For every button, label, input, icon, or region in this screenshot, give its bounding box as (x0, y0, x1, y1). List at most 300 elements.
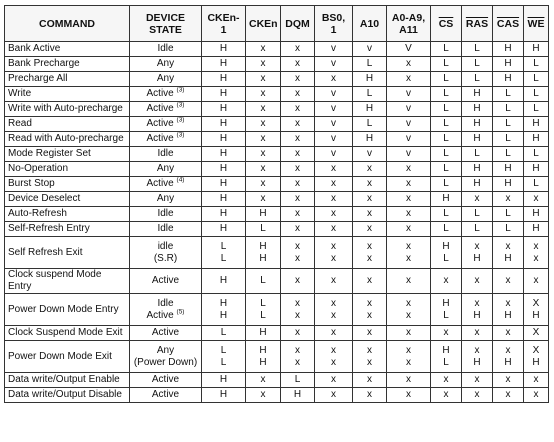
command-cell: No-Operation (5, 162, 130, 177)
signal-value: L (443, 163, 449, 174)
signal-value: L (505, 88, 511, 99)
signal-value: L (443, 148, 449, 159)
command-cell: Read with Auto-precharge (5, 132, 130, 147)
signal-value: x (367, 178, 372, 189)
signal-value: H (532, 133, 540, 144)
device-state-text: Active (146, 178, 174, 189)
signal-value: x (443, 327, 449, 338)
signal-cell-bs0-1 (315, 207, 353, 222)
signal-value: x (367, 223, 372, 234)
signal-value: L (533, 103, 539, 114)
device-state-text: Any (156, 73, 175, 84)
signal-value: L (443, 118, 449, 129)
signal-cell-cken-1 (202, 132, 246, 147)
signal-cell-cs (431, 269, 462, 294)
signal-value: x (295, 240, 300, 252)
signal-cell-cken (246, 373, 281, 388)
signal-value: x (295, 163, 300, 174)
signal-value: x (406, 240, 411, 252)
device-state-text: Any (156, 163, 175, 174)
signal-cell-we (524, 132, 549, 147)
signal-value: x (260, 73, 266, 84)
signal-value: x (505, 240, 511, 252)
signal-cell-cken (246, 72, 281, 87)
device-state-text: Idle (157, 223, 174, 234)
signal-cell-dqm (281, 388, 315, 403)
signal-cell-dqm (281, 237, 315, 269)
signal-cell-cken (246, 269, 281, 294)
table-row (5, 87, 549, 102)
signal-value: x (474, 389, 480, 400)
signal-value: H (219, 193, 228, 204)
signal-cell-cken (246, 162, 281, 177)
signal-cell-cken-1 (202, 147, 246, 162)
signal-value: L (366, 88, 373, 99)
device-state-cell (130, 117, 202, 132)
signal-cell-ras (462, 57, 493, 72)
signal-value: H (219, 309, 228, 321)
signal-value: H (219, 163, 228, 174)
device-state-cell (130, 294, 202, 326)
signal-value: v (406, 133, 411, 144)
signal-cell-a10 (353, 192, 387, 207)
signal-value: x (367, 344, 372, 356)
signal-value: x (295, 252, 300, 264)
signal-value: H (473, 163, 481, 174)
signal-value: H (473, 309, 481, 321)
signal-value: x (260, 389, 266, 400)
device-state-text: Active (146, 118, 174, 129)
signal-value: H (473, 88, 481, 99)
signal-value: H (504, 252, 512, 264)
signal-cell-we (524, 72, 549, 87)
signal-cell-a0-a9-a11 (387, 132, 431, 147)
column-header-1: DEVICE STATE (130, 6, 202, 42)
signal-cell-bs0-1 (315, 192, 353, 207)
signal-value: v (331, 103, 336, 114)
signal-cell-cken (246, 294, 281, 326)
signal-cell-bs0-1 (315, 42, 353, 57)
signal-cell-we (524, 147, 549, 162)
signal-value: L (260, 275, 266, 286)
signal-value: L (443, 103, 449, 114)
command-cell: Power Down Mode Exit (5, 341, 130, 373)
device-state-line (133, 275, 198, 287)
signal-value: L (366, 118, 373, 129)
signal-value: v (367, 43, 372, 54)
signal-value: x (260, 148, 266, 159)
signal-value: L (533, 178, 539, 189)
signal-value: X (532, 344, 540, 356)
signal-cell-cken (246, 237, 281, 269)
device-state-cell (130, 132, 202, 147)
signal-cell-dqm (281, 269, 315, 294)
header-row (5, 6, 549, 42)
signal-cell-dqm (281, 102, 315, 117)
signal-value: L (443, 58, 449, 69)
signal-cell-dqm (281, 57, 315, 72)
signal-cell-cken (246, 341, 281, 373)
signal-cell-cken-1 (202, 222, 246, 237)
signal-value: x (331, 356, 336, 368)
signal-cell-cas (493, 162, 524, 177)
signal-value: x (533, 240, 539, 252)
signal-cell-bs0-1 (315, 102, 353, 117)
column-header-3: CKEn (246, 6, 281, 42)
signal-cell-cs (431, 237, 462, 269)
signal-value: L (474, 208, 480, 219)
command-cell: Power Down Mode Entry (5, 294, 130, 326)
signal-value: H (473, 133, 481, 144)
table-row (5, 72, 549, 87)
signal-value: H (365, 103, 374, 114)
footnote-ref: (3) (176, 86, 185, 94)
signal-cell-bs0-1 (315, 72, 353, 87)
signal-cell-a0-a9-a11 (387, 192, 431, 207)
signal-value: x (331, 163, 336, 174)
signal-cell-cken (246, 102, 281, 117)
signal-cell-we (524, 326, 549, 341)
device-state-cell (130, 341, 202, 373)
device-state-line (133, 88, 198, 100)
signal-cell-a10 (353, 388, 387, 403)
device-state-text: Any (156, 344, 175, 356)
signal-value: L (443, 43, 449, 54)
signal-value: x (295, 208, 300, 219)
signal-value: H (442, 297, 450, 309)
signal-value: x (331, 73, 336, 84)
device-state-text: Idle (157, 43, 174, 54)
signal-value: x (260, 118, 266, 129)
command-cell: Burst Stop (5, 177, 130, 192)
command-cell: Device Deselect (5, 192, 130, 207)
signal-cell-ras (462, 388, 493, 403)
device-state-line (133, 178, 198, 190)
signal-value: H (473, 118, 481, 129)
signal-cell-cas (493, 326, 524, 341)
device-state-text: Idle (157, 148, 174, 159)
signal-cell-dqm (281, 87, 315, 102)
signal-cell-cas (493, 42, 524, 57)
signal-cell-cs (431, 222, 462, 237)
signal-value: X (532, 327, 540, 338)
signal-value: H (365, 73, 374, 84)
command-cell: Auto-Refresh (5, 207, 130, 222)
signal-cell-ras (462, 326, 493, 341)
device-state-line (133, 58, 198, 70)
signal-value: x (474, 374, 480, 385)
signal-value: x (295, 327, 300, 338)
table-row (5, 269, 549, 294)
signal-value: x (367, 208, 372, 219)
signal-value: x (367, 309, 372, 321)
signal-cell-dqm (281, 373, 315, 388)
signal-cell-a0-a9-a11 (387, 147, 431, 162)
signal-value: x (474, 297, 480, 309)
device-state-cell (130, 42, 202, 57)
signal-value: x (505, 389, 511, 400)
device-state-line (133, 374, 198, 386)
signal-value: H (259, 240, 267, 252)
signal-cell-a0-a9-a11 (387, 177, 431, 192)
signal-cell-we (524, 222, 549, 237)
signal-value: x (260, 103, 266, 114)
column-header-11: $\overline{WE}$ (524, 6, 549, 42)
signal-value: H (473, 178, 481, 189)
signal-cell-cas (493, 207, 524, 222)
signal-cell-cken-1 (202, 72, 246, 87)
signal-cell-dqm (281, 132, 315, 147)
table-row (5, 147, 549, 162)
signal-value: L (294, 374, 301, 385)
signal-cell-dqm (281, 177, 315, 192)
signal-value: x (295, 356, 300, 368)
signal-cell-ras (462, 42, 493, 57)
device-state-line (133, 118, 198, 130)
device-state-cell (130, 102, 202, 117)
signal-cell-cas (493, 222, 524, 237)
device-state-text: (S.R) (153, 252, 178, 264)
signal-cell-we (524, 237, 549, 269)
signal-cell-cas (493, 177, 524, 192)
device-state-text: Active (151, 275, 180, 286)
table-row (5, 192, 549, 207)
signal-value: x (331, 275, 336, 286)
signal-cell-a10 (353, 57, 387, 72)
signal-value: x (474, 275, 480, 286)
signal-value: v (331, 118, 336, 129)
table-row (5, 207, 549, 222)
signal-cell-dqm (281, 162, 315, 177)
signal-value: x (331, 344, 336, 356)
device-state-cell (130, 326, 202, 341)
signal-cell-a10 (353, 222, 387, 237)
signal-cell-cas (493, 373, 524, 388)
signal-cell-bs0-1 (315, 373, 353, 388)
signal-cell-cken (246, 388, 281, 403)
signal-cell-a10 (353, 72, 387, 87)
signal-value: x (406, 309, 411, 321)
footnote-ref: (3) (176, 116, 185, 124)
signal-value: H (259, 208, 267, 219)
device-state-line (133, 253, 198, 265)
signal-cell-a0-a9-a11 (387, 222, 431, 237)
signal-value: L (474, 58, 480, 69)
signal-value: x (505, 275, 511, 286)
signal-cell-ras (462, 373, 493, 388)
signal-value: H (504, 178, 512, 189)
column-header-2: CKEn-1 (202, 6, 246, 42)
signal-value: H (504, 309, 512, 321)
signal-value: x (260, 178, 266, 189)
signal-cell-a0-a9-a11 (387, 326, 431, 341)
device-state-cell (130, 388, 202, 403)
device-state-line (133, 345, 198, 357)
signal-value: x (260, 58, 266, 69)
signal-cell-ras (462, 269, 493, 294)
signal-value: L (474, 43, 480, 54)
signal-cell-bs0-1 (315, 269, 353, 294)
signal-value: H (532, 43, 540, 54)
signal-value: x (406, 344, 411, 356)
signal-cell-cs (431, 294, 462, 326)
device-state-line (133, 327, 198, 339)
signal-cell-ras (462, 341, 493, 373)
signal-cell-bs0-1 (315, 222, 353, 237)
signal-cell-ras (462, 102, 493, 117)
column-header-5: BS0, 1 (315, 6, 353, 42)
device-state-cell (130, 207, 202, 222)
signal-cell-a0-a9-a11 (387, 87, 431, 102)
signal-value: x (331, 208, 336, 219)
signal-value: L (505, 208, 511, 219)
signal-value: L (443, 88, 449, 99)
signal-cell-cs (431, 132, 462, 147)
device-state-cell (130, 57, 202, 72)
signal-value: x (406, 374, 411, 385)
signal-cell-we (524, 269, 549, 294)
signal-cell-cken (246, 57, 281, 72)
signal-value: v (331, 148, 336, 159)
signal-cell-cas (493, 87, 524, 102)
signal-value: x (331, 178, 336, 189)
signal-value: x (406, 297, 411, 309)
device-state-line (133, 357, 198, 369)
signal-cell-a10 (353, 237, 387, 269)
signal-value: H (219, 275, 228, 286)
signal-value: H (293, 389, 302, 400)
signal-cell-ras (462, 117, 493, 132)
signal-cell-a10 (353, 341, 387, 373)
signal-value: x (533, 252, 539, 264)
signal-value: H (532, 208, 540, 219)
signal-cell-cken-1 (202, 42, 246, 57)
signal-value: v (331, 58, 336, 69)
signal-cell-a0-a9-a11 (387, 72, 431, 87)
signal-value: v (331, 88, 336, 99)
signal-value: L (505, 118, 511, 129)
signal-cell-cken-1 (202, 117, 246, 132)
signal-cell-dqm (281, 42, 315, 57)
signal-cell-cken (246, 87, 281, 102)
command-cell: Clock Suspend Mode Exit (5, 326, 130, 341)
signal-value: v (367, 148, 372, 159)
signal-value: x (295, 58, 300, 69)
signal-cell-bs0-1 (315, 57, 353, 72)
signal-cell-cken-1 (202, 373, 246, 388)
signal-value: x (331, 297, 336, 309)
signal-value: H (219, 389, 228, 400)
signal-value: L (533, 58, 539, 69)
signal-value: H (259, 252, 267, 264)
signal-cell-cken (246, 147, 281, 162)
signal-value: x (406, 163, 411, 174)
signal-cell-cken-1 (202, 294, 246, 326)
signal-cell-a10 (353, 326, 387, 341)
signal-cell-a0-a9-a11 (387, 42, 431, 57)
device-state-text: Any (156, 58, 175, 69)
signal-cell-ras (462, 222, 493, 237)
signal-value: x (505, 297, 511, 309)
signal-cell-cken (246, 42, 281, 57)
signal-cell-dqm (281, 192, 315, 207)
signal-cell-we (524, 373, 549, 388)
table-row (5, 132, 549, 147)
signal-value: x (295, 88, 300, 99)
table-row (5, 222, 549, 237)
signal-cell-cken-1 (202, 102, 246, 117)
signal-value: L (260, 297, 266, 309)
signal-cell-we (524, 42, 549, 57)
signal-cell-dqm (281, 341, 315, 373)
signal-cell-cken (246, 132, 281, 147)
signal-cell-cas (493, 117, 524, 132)
column-header-0: COMMAND (5, 6, 130, 42)
device-state-line (133, 241, 198, 253)
signal-value: L (443, 309, 449, 321)
signal-value: x (367, 374, 372, 385)
signal-value: H (504, 73, 512, 84)
table-row (5, 388, 549, 403)
signal-value: L (443, 178, 449, 189)
signal-cell-cas (493, 147, 524, 162)
signal-cell-a0-a9-a11 (387, 162, 431, 177)
signal-cell-cken-1 (202, 177, 246, 192)
signal-value: H (219, 374, 228, 385)
signal-value: H (504, 163, 512, 174)
signal-value: x (367, 327, 372, 338)
signal-value: x (443, 389, 449, 400)
signal-cell-a0-a9-a11 (387, 341, 431, 373)
signal-value: L (220, 240, 227, 252)
signal-value: H (365, 133, 374, 144)
column-header-9: $\overline{RAS}$ (462, 6, 493, 42)
signal-cell-bs0-1 (315, 87, 353, 102)
signal-cell-cken-1 (202, 192, 246, 207)
signal-value: v (331, 43, 336, 54)
signal-cell-dqm (281, 222, 315, 237)
signal-cell-cs (431, 326, 462, 341)
signal-value: v (406, 103, 411, 114)
device-state-line (133, 389, 198, 401)
signal-value: H (219, 297, 228, 309)
signal-value: x (406, 73, 411, 84)
device-state-line (133, 298, 198, 310)
signal-value: L (366, 58, 373, 69)
signal-value: H (219, 73, 228, 84)
signal-cell-dqm (281, 72, 315, 87)
signal-value: H (532, 309, 540, 321)
signal-value: x (505, 193, 511, 204)
column-header-4: DQM (281, 6, 315, 42)
device-state-cell (130, 237, 202, 269)
signal-value: x (260, 193, 266, 204)
signal-value: x (533, 193, 539, 204)
signal-cell-a10 (353, 147, 387, 162)
signal-value: H (532, 356, 540, 368)
signal-value: H (219, 133, 228, 144)
command-cell: Read (5, 117, 130, 132)
device-state-line (133, 133, 198, 145)
signal-cell-cken-1 (202, 269, 246, 294)
signal-cell-bs0-1 (315, 326, 353, 341)
signal-cell-we (524, 341, 549, 373)
signal-cell-ras (462, 72, 493, 87)
signal-value: L (220, 327, 227, 338)
signal-value: x (331, 309, 336, 321)
signal-value: H (504, 356, 512, 368)
table-body (5, 42, 549, 403)
